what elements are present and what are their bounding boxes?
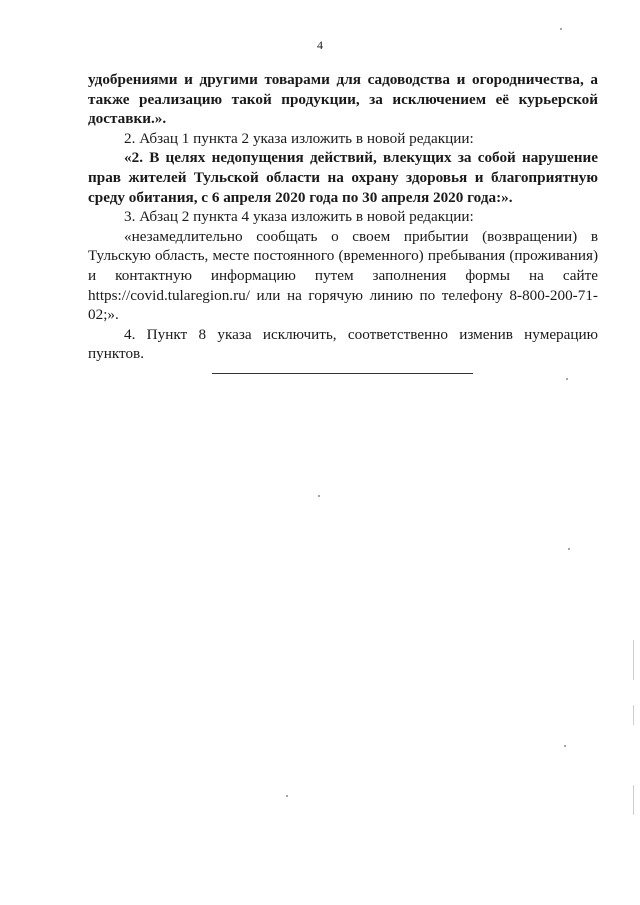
- scan-edge: [633, 640, 634, 680]
- scan-speck: [286, 795, 288, 797]
- paragraph-continuation: удобрениями и другими товарами для садоводства и огородничества, а также реализацию такой продукции, за исключением её курьерской доставки.».: [88, 71, 598, 128]
- page-number: 4: [317, 38, 323, 52]
- paragraph-item-3: 3. Абзац 2 пункта 4 указа изложить в новой редакции:: [124, 208, 474, 226]
- scan-speck: [564, 745, 566, 747]
- scan-speck: [568, 548, 570, 550]
- end-of-document-rule: [212, 373, 473, 374]
- paragraph-item-2: 2. Абзац 1 пункта 2 указа изложить в новой редакции:: [124, 129, 474, 147]
- scan-speck: [566, 378, 568, 380]
- paragraph-quoted-item-4: «незамедлительно сообщать о своем прибытии (возвращении) в Тульскую область, месте постоянного (временного) пребывания (проживания) и контактную информацию путем заполнения формы на сайте https://covid.tularegion.ru/ или на горячую линию по телефону 8-800-200-71-02;».: [88, 227, 598, 324]
- scan-speck: [560, 28, 562, 30]
- document-body: [88, 70, 598, 364]
- scan-speck: [318, 495, 320, 497]
- paragraph-item-4: 4. Пункт 8 указа исключить, соответственно изменив нумерацию пунктов.: [88, 325, 598, 363]
- paragraph-quoted-item-2: «2. В целях недопущения действий, влекущих за собой нарушение прав жителей Тульской области на охрану здоровья и благоприятную среду обитания, с 6 апреля 2020 года по 30 апреля 2020 года:».: [88, 149, 598, 206]
- scan-edge: [633, 705, 634, 725]
- scan-edge: [633, 785, 634, 815]
